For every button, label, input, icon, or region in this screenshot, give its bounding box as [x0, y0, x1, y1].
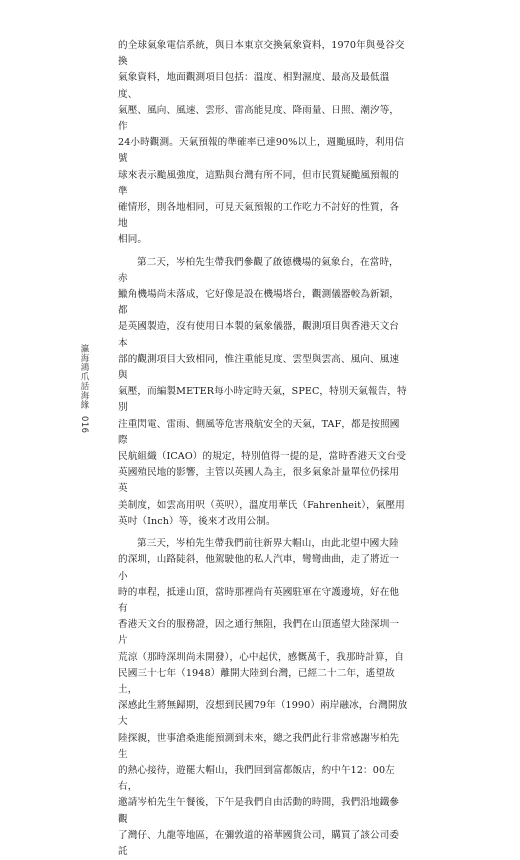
text-line: [118, 384, 408, 416]
text-line: [118, 232, 408, 248]
line-text: 英吋（Inch）等，後來才改用公制。: [118, 515, 276, 527]
line-text: 第二天，岑柏先生帶我們參觀了啟德機場的氣象台，在當時，赤: [118, 256, 399, 284]
line-text: 邀請岑柏先生午餐後，下午是我們自由活動的時間，我們沿地鐵參觀: [118, 797, 400, 825]
text-line: [118, 650, 408, 666]
line-text: 時的車程，抵達山頂，當時那裡尚有英國駐軍在守護邊境，好在他有: [118, 586, 400, 614]
line-text: 氣壓，而編製METER每小時定時天氣，SPEC，特別天氣報告，特別: [118, 386, 407, 414]
text-line: [118, 698, 408, 730]
text-line: [118, 103, 408, 135]
text-line: [118, 666, 408, 698]
line-text: 注重閃電、雷雨、側風等危害飛航安全的天氣，TAF，都是按照國際: [118, 418, 400, 446]
text-line: [118, 255, 408, 287]
paragraph: [118, 536, 408, 860]
line-text: 深感此生將無歸期，沒想到民國79年（1990）兩岸融冰，台灣開放大: [118, 700, 408, 728]
text-line: [118, 498, 408, 514]
page-number: 016: [80, 415, 90, 434]
text-line: [118, 617, 408, 649]
text-line: [118, 828, 408, 860]
line-text: 相同。: [118, 234, 148, 246]
text-line: [118, 552, 408, 584]
line-text: 第三天，岑柏先生帶我們前往新界大帽山，由此北望中國大陸: [137, 538, 399, 550]
text-line: [118, 449, 408, 465]
paragraph: [118, 255, 408, 530]
text-line: [118, 795, 408, 827]
text-line: [118, 465, 408, 497]
line-text: 24小時觀測。天氣預報的準確率已達90%以上，週颱風時，利用信號: [118, 137, 405, 165]
running-title: 瀛海鴻爪話海緣: [80, 344, 90, 410]
line-text: 荒涼（那時深圳尚未開發），心中起伏，感慨萬千，我那時計算，自: [118, 651, 405, 663]
line-text: 英國殖民地的影響，主管以英國人為主，很多氣象計量單位仍採用英: [118, 467, 400, 495]
text-line: [118, 200, 408, 232]
line-text: 的深圳，山路陡斜，他駕駛他的私人汽車，彎彎曲曲，走了將近一小: [118, 554, 400, 582]
line-text: 的全球氣象電信系統，與日本東京交換氣象資料，1970年與曼谷交換: [118, 40, 405, 68]
text-line: [118, 514, 408, 530]
paragraph: [118, 38, 408, 249]
line-text: 民航組織（ICAO）的規定，特別值得一提的是，當時香港天文台受: [118, 451, 407, 463]
line-text: 部的觀測項目大致相同，惟注重能見度、雲型與雲高、風向、風速與: [118, 353, 400, 382]
body-text: [118, 38, 408, 860]
text-line: [118, 38, 408, 70]
line-text: 是英國製造，沒有使用日本製的氣象儀器，觀測項目與香港天文台本: [118, 321, 400, 349]
page-margin: [78, 344, 92, 433]
text-line: [118, 319, 408, 351]
text-line: [118, 70, 408, 102]
line-text: 香港天文台的服務證，因之通行無阻，我們在山頂遙望大陸深圳一片: [118, 619, 400, 647]
text-line: [118, 135, 408, 167]
line-text: 美制度，如雲高用呎（英呎），溫度用華氏（Fahrenheit），氣壓用: [118, 499, 405, 511]
text-line: [118, 585, 408, 617]
line-text: 民國三十七年（1948）離開大陸到台灣，已經二十二年，遙望故土，: [118, 667, 395, 695]
line-text: 球來表示颱風強度，這點與台灣有所不同，但市民質疑颱風預報的準: [118, 169, 400, 197]
text-line: [118, 731, 408, 763]
line-text: 氣壓、風向、風速、雲形、雷高能見度、降雨量、日照、潮汐等，作: [118, 104, 400, 133]
line-text: 了灣仔、九龍等地區，在彌敦道的裕華國貨公司，購買了該公司委託: [118, 829, 400, 857]
text-line: [118, 287, 408, 319]
text-line: [118, 763, 408, 795]
text-line: [118, 168, 408, 200]
line-text: 確情形，則各地相同，可見天氣預報的工作吃力不討好的性質，各地: [118, 202, 400, 230]
line-text: 陸探親，世事滄桑進能預測到未來，總之我們此行非常感謝岑柏先生: [118, 732, 400, 760]
line-text: 的熱心接待，遊罷大帽山，我們回到富都飯店，約中午12：00左右，: [118, 764, 395, 793]
text-line: [118, 417, 408, 449]
text-line: [118, 536, 408, 552]
text-line: [118, 352, 408, 384]
line-text: 鱲角機場尚未落成，它好像是設在機場塔台，觀測儀器較為新穎，都: [118, 289, 400, 317]
line-text: 氣象資料，地面觀測項目包括：溫度、相對濕度、最高及最低溫度、: [118, 72, 390, 100]
